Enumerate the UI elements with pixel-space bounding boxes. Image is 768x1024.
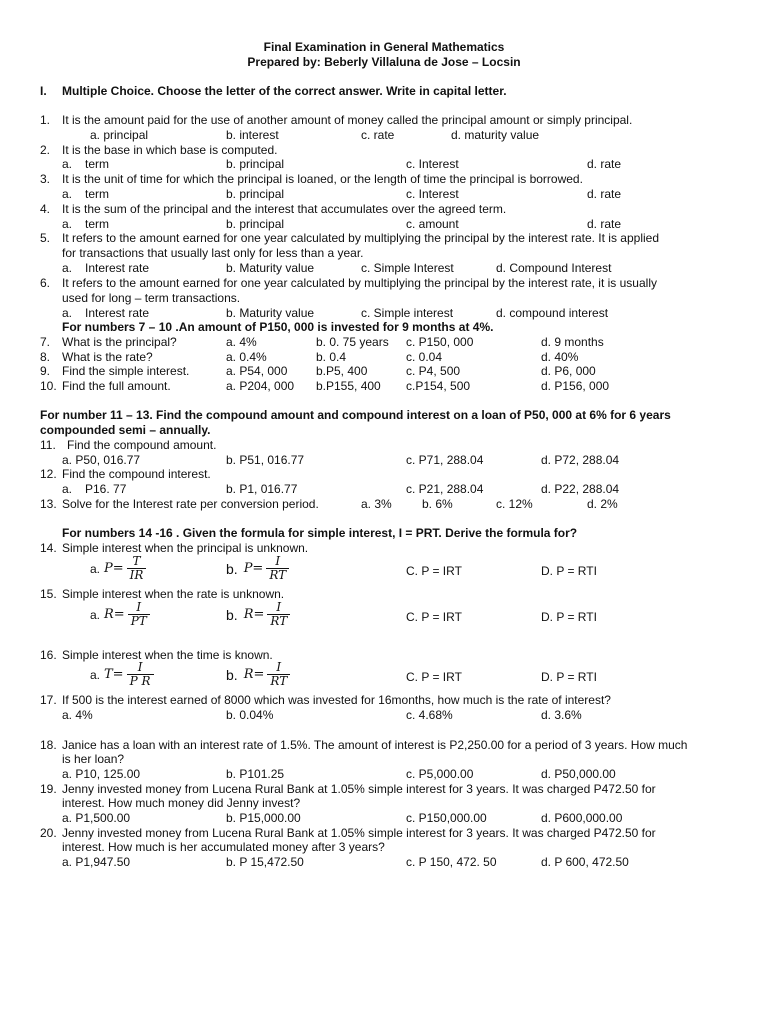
choice-a: a. P50, 016.77 [62, 453, 141, 467]
choice-c: c. P150,000.00 [406, 811, 487, 825]
choice-a: term [85, 217, 109, 231]
question-text: Simple interest when the rate is unknown. [62, 587, 285, 601]
choice-d: D. P = RTI [541, 610, 597, 624]
question-number: 2. [40, 143, 51, 157]
question-number: 3. [40, 172, 51, 186]
choice-a-formula: a. R= $\frac{I}{PT}$ [90, 601, 150, 628]
choice-d: d. P72, 288.04 [541, 453, 620, 467]
fraction-numerator: I [276, 600, 282, 614]
choice-c: c. P21, 288.04 [406, 482, 484, 496]
choice-a: a. principal [90, 128, 149, 142]
question-number: 20. [40, 826, 57, 840]
fraction-numerator: I [136, 600, 142, 614]
choice-a: Interest rate [85, 306, 150, 320]
question-text: Simple interest when the time is known. [62, 648, 273, 662]
choice-a-letter: a. [62, 261, 73, 275]
question-number: 8. [40, 350, 51, 364]
choice-a: a. P1,500.00 [62, 811, 131, 825]
choice-b: b. Maturity value [226, 306, 315, 320]
choice-d: d. P156, 000 [541, 379, 610, 393]
choice-a: a. 4% [226, 335, 257, 349]
choice-d: d. P50,000.00 [541, 767, 616, 781]
choice-a: Interest rate [85, 261, 150, 275]
question-text-line1: Janice has a loan with an interest rate of 1.5%. The amount of interest is P2,250.00 for a period of 3 years. How much [62, 738, 688, 752]
fraction-denominator: RT [267, 674, 290, 688]
choice-a: a. 3% [361, 497, 392, 511]
choice-b: b. P1, 016.77 [226, 482, 298, 496]
choice-a: a. P54, 000 [226, 364, 288, 378]
choice-c: C. P = IRT [406, 564, 462, 578]
question-text: Find the full amount. [62, 379, 171, 393]
choice-a-letter: a. [62, 157, 73, 171]
choice-d: d. 9 months [541, 335, 604, 349]
question-text-line1: It refers to the amount earned for one year calculated by multiplying the principal by the interest rate. It is applied [62, 231, 659, 245]
exam-title: Final Examination in General Mathematics [263, 40, 505, 54]
question-number: 17. [40, 693, 57, 707]
choice-b: b. Maturity value [226, 261, 315, 275]
choice-b: b. 0.4 [316, 350, 347, 364]
choice-c: c. 0.04 [406, 350, 443, 364]
question-number: 15. [40, 587, 57, 601]
choice-b: b. P15,000.00 [226, 811, 301, 825]
question-text-line2: used for long – term transactions. [62, 291, 241, 305]
choice-d: d. rate [587, 217, 622, 231]
choice-d: D. P = RTI [541, 670, 597, 684]
choice-a-formula: a. T= $\frac{I}{\text{P R}}$ [90, 661, 154, 688]
choice-d: d. Compound Interest [496, 261, 612, 275]
fraction-denominator: RT [267, 614, 290, 628]
choice-b: b.P5, 400 [316, 364, 368, 378]
question-number: 9. [40, 364, 51, 378]
group-instruction-7-10: For numbers 7 – 10 .An amount of P150, 000 is invested for 9 months at 4%. [62, 320, 494, 334]
question-text-line1: Jenny invested money from Lucena Rural Bank at 1.05% simple interest for 3 years. It was charged P472.50 for [62, 826, 656, 840]
question-number: 5. [40, 231, 51, 245]
choice-a-letter: a. [62, 306, 73, 320]
choice-b: b. P101.25 [226, 767, 285, 781]
question-text: It is the unit of time for which the principal is loaned, or the length of time the principal is borrowed. [62, 172, 583, 186]
question-number: 11. [40, 438, 56, 452]
choice-c: c. P 150, 472. 50 [406, 855, 497, 869]
choice-c: c. 4.68% [406, 708, 453, 722]
fraction-numerator: I [137, 660, 143, 674]
choice-b: b.P155, 400 [316, 379, 381, 393]
question-number: 10. [40, 379, 57, 393]
question-text-line2: is her loan? [62, 752, 125, 766]
choice-c: c. rate [361, 128, 395, 142]
choice-b: b. principal [226, 187, 285, 201]
question-number: 12. [40, 467, 57, 481]
choice-c: C. P = IRT [406, 670, 462, 684]
choice-d: d. P 600, 472.50 [541, 855, 629, 869]
choice-b: b. 0. 75 years [316, 335, 389, 349]
section-instruction: Multiple Choice. Choose the letter of the correct answer. Write in capital letter. [62, 84, 507, 98]
choice-a-letter: a. [62, 482, 73, 496]
question-text: Find the compound amount. [67, 438, 217, 452]
choice-b-formula: b. R= $\frac{I}{RT}$ [226, 661, 290, 688]
choice-a: a. P204, 000 [226, 379, 295, 393]
group-instruction-14-16: For numbers 14 -16 . Given the formula for simple interest, I = PRT. Derive the formula for? [62, 526, 578, 540]
fraction-denominator: RT [266, 568, 289, 582]
question-text-line1: It refers to the amount earned for one year calculated by multiplying the principal by the interest rate, it is usually [62, 276, 657, 290]
choice-c: c. P5,000.00 [406, 767, 474, 781]
question-text: Find the simple interest. [62, 364, 190, 378]
question-text: What is the rate? [62, 350, 153, 364]
choice-a: a. 4% [62, 708, 93, 722]
fraction-numerator: I [275, 554, 281, 568]
choice-d: d. rate [587, 157, 622, 171]
question-number: 18. [40, 738, 57, 752]
question-number: 13. [40, 497, 57, 511]
question-text: Simple interest when the principal is unknown. [62, 541, 309, 555]
question-text: It is the base in which base is computed. [62, 143, 278, 157]
choice-c: c. P71, 288.04 [406, 453, 484, 467]
question-number: 1. [40, 113, 51, 127]
choice-a: a. 0.4% [226, 350, 267, 364]
choice-c: c. Simple Interest [361, 261, 454, 275]
choice-a: term [85, 187, 109, 201]
choice-d: D. P = RTI [541, 564, 597, 578]
fraction-denominator: P R [127, 674, 154, 688]
question-number: 4. [40, 202, 51, 216]
question-number: 19. [40, 782, 57, 796]
choice-a: P16. 77 [85, 482, 127, 496]
exam-author: Prepared by: Beberly Villaluna de Jose – Locsin [247, 55, 521, 69]
choice-c: c. amount [406, 217, 459, 231]
choice-d: d. rate [587, 187, 622, 201]
question-number: 6. [40, 276, 51, 290]
question-text-line2: interest. How much money did Jenny invest? [62, 796, 301, 810]
choice-c: c.P154, 500 [406, 379, 471, 393]
question-number: 7. [40, 335, 51, 349]
fraction-denominator: PT [128, 614, 150, 628]
question-text: Solve for the Interest rate per conversion period. [62, 497, 319, 511]
fraction-numerator: I [276, 660, 282, 674]
choice-c: c. Simple interest [361, 306, 454, 320]
question-text: If 500 is the interest earned of 8000 which was invested for 16months, how much is the rate of interest? [62, 693, 611, 707]
question-text-line2: for transactions that usually last only for less than a year. [62, 246, 364, 260]
choice-b: b. 0.04% [226, 708, 274, 722]
choice-d: d. P6, 000 [541, 364, 596, 378]
group-instruction-11-13-line2: compounded semi – annually. [40, 423, 211, 437]
question-number: 14. [40, 541, 57, 555]
question-text-line2: interest. How much is her accumulated money after 3 years? [62, 840, 385, 854]
group-instruction-11-13-line1: For number 11 – 13. Find the compound amount and compound interest on a loan of P50, 000 at 6% for 6 years [40, 408, 671, 422]
choice-b: b. P51, 016.77 [226, 453, 305, 467]
choice-d: d. 40% [541, 350, 579, 364]
choice-d: d. P22, 288.04 [541, 482, 620, 496]
choice-d: d. P600,000.00 [541, 811, 623, 825]
choice-a-formula: a. P= $\frac{T}{IR}$ [90, 555, 146, 582]
choice-b: b. P 15,472.50 [226, 855, 304, 869]
choice-c: c. P4, 500 [406, 364, 461, 378]
question-text: It is the sum of the principal and the interest that accumulates over the agreed term. [62, 202, 507, 216]
choice-b: b. 6% [422, 497, 453, 511]
choice-a: a. P1,947.50 [62, 855, 131, 869]
question-text: Find the compound interest. [62, 467, 211, 481]
choice-d: d. 3.6% [541, 708, 582, 722]
choice-b-formula: b. P= $\frac{I}{RT}$ [226, 555, 289, 582]
choice-d: d. maturity value [451, 128, 540, 142]
choice-c: c. 12% [496, 497, 533, 511]
choice-c: C. P = IRT [406, 610, 462, 624]
choice-b: b. interest [226, 128, 279, 142]
question-number: 16. [40, 648, 57, 662]
choice-a: term [85, 157, 109, 171]
choice-a-letter: a. [62, 187, 73, 201]
choice-c: c. P150, 000 [406, 335, 474, 349]
question-text-line1: Jenny invested money from Lucena Rural Bank at 1.05% simple interest for 3 years. It was charged P472.50 for [62, 782, 656, 796]
section-numeral: I. [40, 84, 47, 98]
fraction-denominator: IR [127, 568, 147, 582]
choice-c: c. Interest [406, 157, 459, 171]
fraction-numerator: T [132, 554, 141, 568]
question-text: It is the amount paid for the use of another amount of money called the principal amount or simply principal. [62, 113, 633, 127]
choice-a: a. P10, 125.00 [62, 767, 141, 781]
choice-b: b. principal [226, 217, 285, 231]
choice-b-formula: b. R= $\frac{I}{RT}$ [226, 601, 290, 628]
choice-c: c. Interest [406, 187, 459, 201]
choice-b: b. principal [226, 157, 285, 171]
choice-d: d. compound interest [496, 306, 609, 320]
choice-a-letter: a. [62, 217, 73, 231]
question-text: What is the principal? [62, 335, 177, 349]
choice-d: d. 2% [587, 497, 618, 511]
